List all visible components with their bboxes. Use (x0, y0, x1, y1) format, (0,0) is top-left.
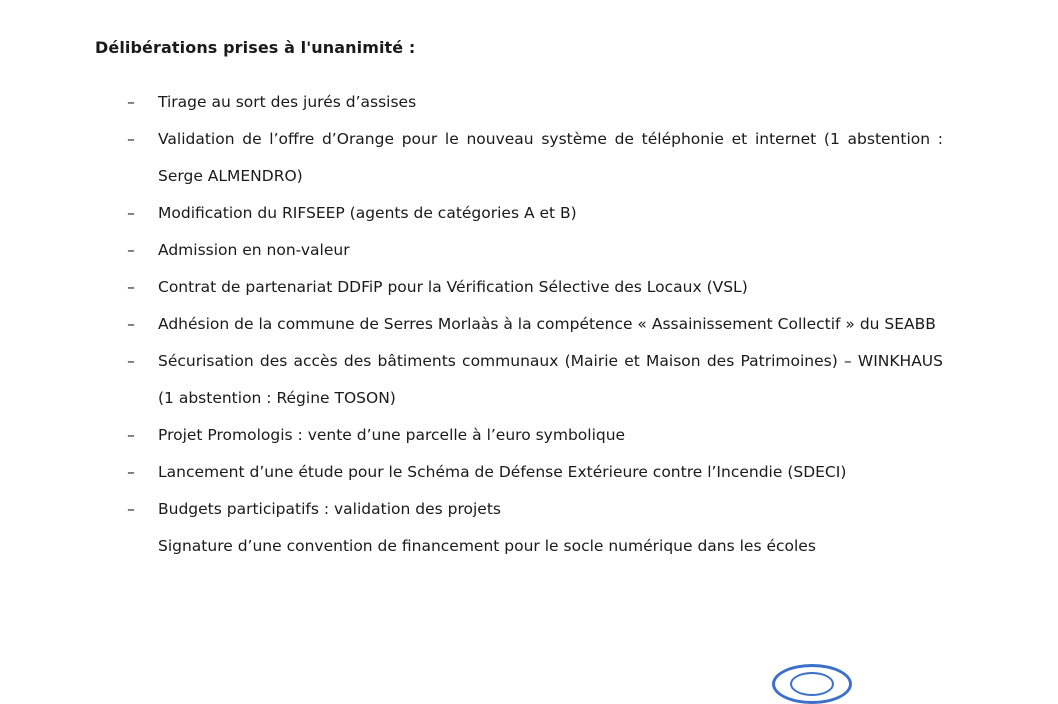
list-item-text: Validation de l’offre d’Orange pour le nouveau système de téléphonie et internet (1 abstention : Serge ALMENDRO) (158, 130, 943, 185)
list-dash: – (127, 315, 135, 333)
list-dash: – (127, 426, 135, 444)
list-dash: – (127, 352, 135, 370)
list-item-text: Budgets participatifs : validation des projets (158, 500, 501, 518)
list-item (0, 232, 1058, 269)
list-item (0, 84, 1058, 121)
list-dash: – (127, 241, 135, 259)
list-dash: – (127, 130, 135, 148)
list-item (0, 269, 1058, 306)
deliberations-list (0, 84, 1058, 565)
list-item (0, 454, 1058, 491)
list-dash: – (127, 500, 135, 518)
list-item (0, 121, 1058, 195)
list-item-text: Signature d’une convention de financement pour le socle numérique dans les écoles (158, 537, 816, 555)
list-item-text: Adhésion de la commune de Serres Morlaàs à la compétence « Assainissement Collectif » du SEABB (158, 315, 936, 333)
list-item (0, 417, 1058, 454)
list-dash: – (127, 93, 135, 111)
list-item (0, 491, 1058, 528)
list-item (0, 195, 1058, 232)
stamp-seal-inner-icon (790, 672, 834, 696)
list-item (0, 528, 1058, 565)
list-dash: – (127, 463, 135, 481)
list-item-text: Admission en non-valeur (158, 241, 350, 259)
list-item-text: Projet Promologis : vente d’une parcelle à l’euro symbolique (158, 426, 626, 444)
section-heading: Délibérations prises à l'unanimité : (95, 38, 416, 57)
list-item-text: Lancement d’une étude pour le Schéma de Défense Extérieure contre l’Incendie (SDECI) (158, 463, 847, 481)
list-item (0, 306, 1058, 343)
list-item-text: Contrat de partenariat DDFiP pour la Vérification Sélective des Locaux (VSL) (158, 278, 748, 296)
list-item (0, 343, 1058, 417)
list-item-text: Tirage au sort des jurés d’assises (158, 93, 417, 111)
list-dash: – (127, 278, 135, 296)
list-item-text: Modification du RIFSEEP (agents de catégories A et B) (158, 204, 577, 222)
list-item-text: Sécurisation des accès des bâtiments communaux (Mairie et Maison des Patrimoines) – WINKHAUS (1 abstention : Régine TOSON) (158, 352, 943, 407)
list-dash: – (127, 204, 135, 222)
